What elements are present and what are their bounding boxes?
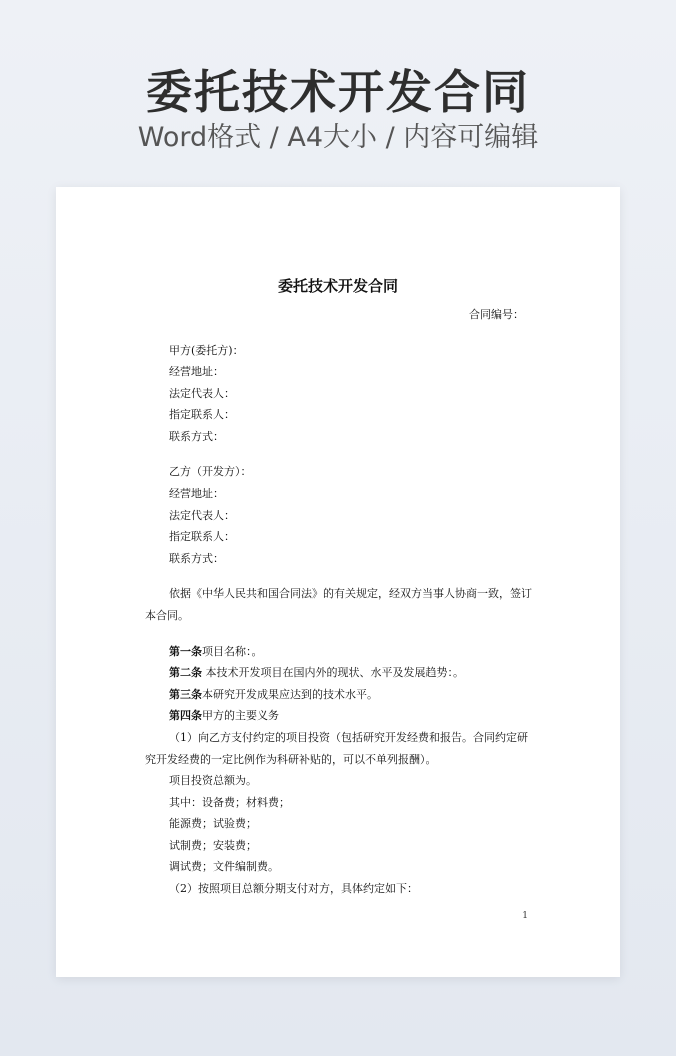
cost-line-2: 能源费；试验费；: [169, 817, 257, 830]
article-2: [169, 666, 464, 680]
document-title: 委托技术开发合同: [277, 277, 398, 295]
article-3-text: 本研究开发成果应达到的技术水平。: [202, 688, 378, 701]
party-b-contact-person: 指定联系人：: [169, 530, 235, 543]
clause-1-line2: 究开发经费的一定比例作为科研补贴的，可以不单列报酬）。: [145, 753, 437, 766]
investment-total: 项目投资总额为。: [169, 774, 257, 787]
article-2-text: 本技术开发项目在国内外的现状、水平及发展趋势：。: [202, 666, 464, 679]
document-page: [56, 187, 620, 977]
intro-paragraph-line2: 本合同。: [145, 609, 189, 622]
article-4: [169, 709, 279, 723]
party-a-contact-person: 指定联系人：: [169, 408, 235, 421]
article-4-text: 甲方的主要义务: [202, 709, 279, 722]
article-1-text: 项目名称：。: [202, 645, 263, 658]
party-b-header: 乙方（开发方）：: [169, 465, 252, 478]
party-b-contact-method: 联系方式：: [169, 552, 224, 565]
clause-1-line1: （1）向乙方支付约定的项目投资（包括研究开发经费和报告。合同约定研: [169, 731, 528, 744]
article-3-label: 第三条: [169, 688, 202, 701]
page-number: 1: [522, 911, 528, 921]
party-a-address: 经营地址：: [169, 365, 224, 378]
article-2-label: 第二条: [169, 666, 202, 679]
article-1: [169, 645, 263, 659]
party-a-legal-rep: 法定代表人：: [169, 387, 235, 400]
cost-line-1: 其中：设备费；材料费；: [169, 796, 290, 809]
intro-paragraph-line1: 依据《中华人民共和国合同法》的有关规定，经双方当事人协商一致，签订: [169, 587, 532, 600]
party-b-address: 经营地址：: [169, 487, 224, 500]
cost-line-3: 试制费；安装费；: [169, 839, 257, 852]
party-a-contact-method: 联系方式：: [169, 430, 224, 443]
party-b-legal-rep: 法定代表人：: [169, 509, 235, 522]
party-a-header: 甲方(委托方)：: [169, 344, 244, 357]
cost-line-4: 调试费；文件编制费。: [169, 860, 279, 873]
article-1-label: 第一条: [169, 645, 202, 658]
banner-subtitle: Word格式 / A4大小 / 内容可编辑: [137, 122, 539, 153]
banner-title: 委托技术开发合同: [146, 65, 530, 119]
contract-number-label: 合同编号：: [469, 308, 524, 321]
article-3: [169, 688, 378, 702]
article-4-label: 第四条: [169, 709, 202, 722]
clause-2-line1: （2）按照项目总额分期支付对方，具体约定如下：: [169, 882, 418, 895]
